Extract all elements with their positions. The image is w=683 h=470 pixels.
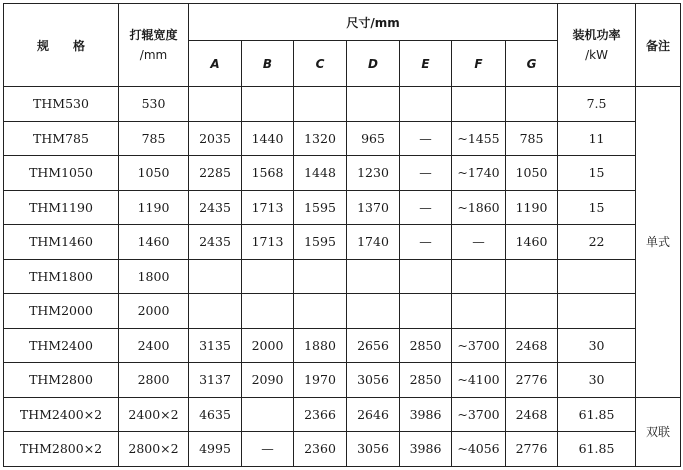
header-power-line1: 装机功率 [572, 28, 621, 42]
cell-f: ~1455 [452, 121, 506, 156]
cell-g: 1050 [506, 156, 558, 191]
table-row [4, 432, 681, 467]
cell-width: 2800×2 [119, 432, 189, 467]
cell-e: 3986 [400, 432, 452, 467]
cell-model: THM785 [4, 121, 119, 156]
cell-b: — [242, 432, 294, 467]
cell-g [506, 259, 558, 294]
cell-e: — [400, 225, 452, 260]
table-row [4, 294, 681, 329]
cell-power: 15 [558, 190, 636, 225]
cell-model: THM2800×2 [4, 432, 119, 467]
remark-single: 单式 [636, 87, 681, 398]
cell-b [242, 397, 294, 432]
cell-f: — [452, 225, 506, 260]
cell-f: ~4100 [452, 363, 506, 398]
cell-a: 3135 [189, 328, 242, 363]
cell-g: 2468 [506, 328, 558, 363]
header-dim-c: C [294, 41, 347, 87]
header-spec: 规 格 [4, 4, 119, 87]
cell-g: 1190 [506, 190, 558, 225]
cell-e [400, 294, 452, 329]
cell-d: 3056 [347, 363, 400, 398]
cell-e: 2850 [400, 328, 452, 363]
table-row [4, 190, 681, 225]
cell-a: 2435 [189, 190, 242, 225]
table-row [4, 156, 681, 191]
cell-e: — [400, 190, 452, 225]
cell-c: 1880 [294, 328, 347, 363]
cell-a: 4995 [189, 432, 242, 467]
cell-d: 1370 [347, 190, 400, 225]
cell-d [347, 87, 400, 122]
cell-a: 2035 [189, 121, 242, 156]
cell-f [452, 294, 506, 329]
cell-a [189, 259, 242, 294]
cell-g: 2468 [506, 397, 558, 432]
cell-power [558, 259, 636, 294]
cell-model: THM2400×2 [4, 397, 119, 432]
cell-c: 1595 [294, 190, 347, 225]
cell-c: 1595 [294, 225, 347, 260]
cell-b [242, 259, 294, 294]
cell-d: 1230 [347, 156, 400, 191]
cell-c: 2366 [294, 397, 347, 432]
table-row [4, 397, 681, 432]
cell-e [400, 87, 452, 122]
header-dim-e: E [400, 41, 452, 87]
table-row [4, 328, 681, 363]
cell-a [189, 87, 242, 122]
cell-c [294, 294, 347, 329]
cell-b [242, 294, 294, 329]
cell-g: 785 [506, 121, 558, 156]
cell-d: 3056 [347, 432, 400, 467]
header-dim-a: A [189, 41, 242, 87]
cell-width: 2800 [119, 363, 189, 398]
cell-a: 4635 [189, 397, 242, 432]
cell-g: 2776 [506, 363, 558, 398]
cell-c: 1970 [294, 363, 347, 398]
cell-model: THM530 [4, 87, 119, 122]
header-power [558, 4, 636, 87]
header-width-line2: /mm [139, 48, 168, 62]
cell-c: 1320 [294, 121, 347, 156]
cell-d: 1740 [347, 225, 400, 260]
cell-b: 1713 [242, 225, 294, 260]
cell-b: 1568 [242, 156, 294, 191]
cell-a [189, 294, 242, 329]
cell-b: 1713 [242, 190, 294, 225]
cell-f [452, 87, 506, 122]
cell-width: 1800 [119, 259, 189, 294]
cell-c: 2360 [294, 432, 347, 467]
cell-power [558, 294, 636, 329]
cell-power: 15 [558, 156, 636, 191]
header-dims: 尺寸/mm [189, 4, 558, 41]
cell-b: 1440 [242, 121, 294, 156]
header-dim-b: B [242, 41, 294, 87]
cell-power: 61.85 [558, 432, 636, 467]
cell-f: ~1860 [452, 190, 506, 225]
cell-model: THM1460 [4, 225, 119, 260]
cell-e: 2850 [400, 363, 452, 398]
table-row [4, 363, 681, 398]
cell-width: 2400 [119, 328, 189, 363]
cell-width: 1460 [119, 225, 189, 260]
cell-width: 1190 [119, 190, 189, 225]
cell-width: 785 [119, 121, 189, 156]
cell-f: ~3700 [452, 328, 506, 363]
cell-power: 11 [558, 121, 636, 156]
cell-g: 2776 [506, 432, 558, 467]
cell-d: 965 [347, 121, 400, 156]
header-width-line1: 打辊宽度 [129, 28, 178, 42]
cell-g [506, 87, 558, 122]
table-row [4, 259, 681, 294]
cell-d [347, 259, 400, 294]
cell-model: THM1190 [4, 190, 119, 225]
header-width [119, 4, 189, 87]
table-row [4, 87, 681, 122]
table-row [4, 121, 681, 156]
cell-d: 2656 [347, 328, 400, 363]
cell-d: 2646 [347, 397, 400, 432]
header-power-line2: /kW [585, 48, 608, 62]
cell-width: 2400×2 [119, 397, 189, 432]
cell-power: 22 [558, 225, 636, 260]
cell-power: 61.85 [558, 397, 636, 432]
cell-f [452, 259, 506, 294]
cell-f: ~3700 [452, 397, 506, 432]
cell-width: 1050 [119, 156, 189, 191]
cell-a: 2285 [189, 156, 242, 191]
cell-width: 530 [119, 87, 189, 122]
cell-f: ~1740 [452, 156, 506, 191]
cell-model: THM1800 [4, 259, 119, 294]
cell-model: THM2000 [4, 294, 119, 329]
header-remark: 备注 [636, 4, 681, 87]
cell-c [294, 259, 347, 294]
cell-g: 1460 [506, 225, 558, 260]
cell-a: 3137 [189, 363, 242, 398]
remark-double: 双联 [636, 397, 681, 466]
cell-e: 3986 [400, 397, 452, 432]
cell-model: THM1050 [4, 156, 119, 191]
header-dim-d: D [347, 41, 400, 87]
cell-model: THM2800 [4, 363, 119, 398]
cell-model: THM2400 [4, 328, 119, 363]
cell-c: 1448 [294, 156, 347, 191]
header-dim-g: G [506, 41, 558, 87]
spec-table-wrapper [3, 3, 681, 467]
cell-power: 30 [558, 328, 636, 363]
cell-b [242, 87, 294, 122]
cell-f: ~4056 [452, 432, 506, 467]
cell-b: 2000 [242, 328, 294, 363]
cell-g [506, 294, 558, 329]
cell-d [347, 294, 400, 329]
spec-table [3, 3, 681, 467]
cell-c [294, 87, 347, 122]
cell-power: 7.5 [558, 87, 636, 122]
cell-e: — [400, 121, 452, 156]
cell-e [400, 259, 452, 294]
cell-a: 2435 [189, 225, 242, 260]
cell-width: 2000 [119, 294, 189, 329]
header-dim-f: F [452, 41, 506, 87]
cell-e: — [400, 156, 452, 191]
cell-b: 2090 [242, 363, 294, 398]
table-row [4, 225, 681, 260]
cell-power: 30 [558, 363, 636, 398]
